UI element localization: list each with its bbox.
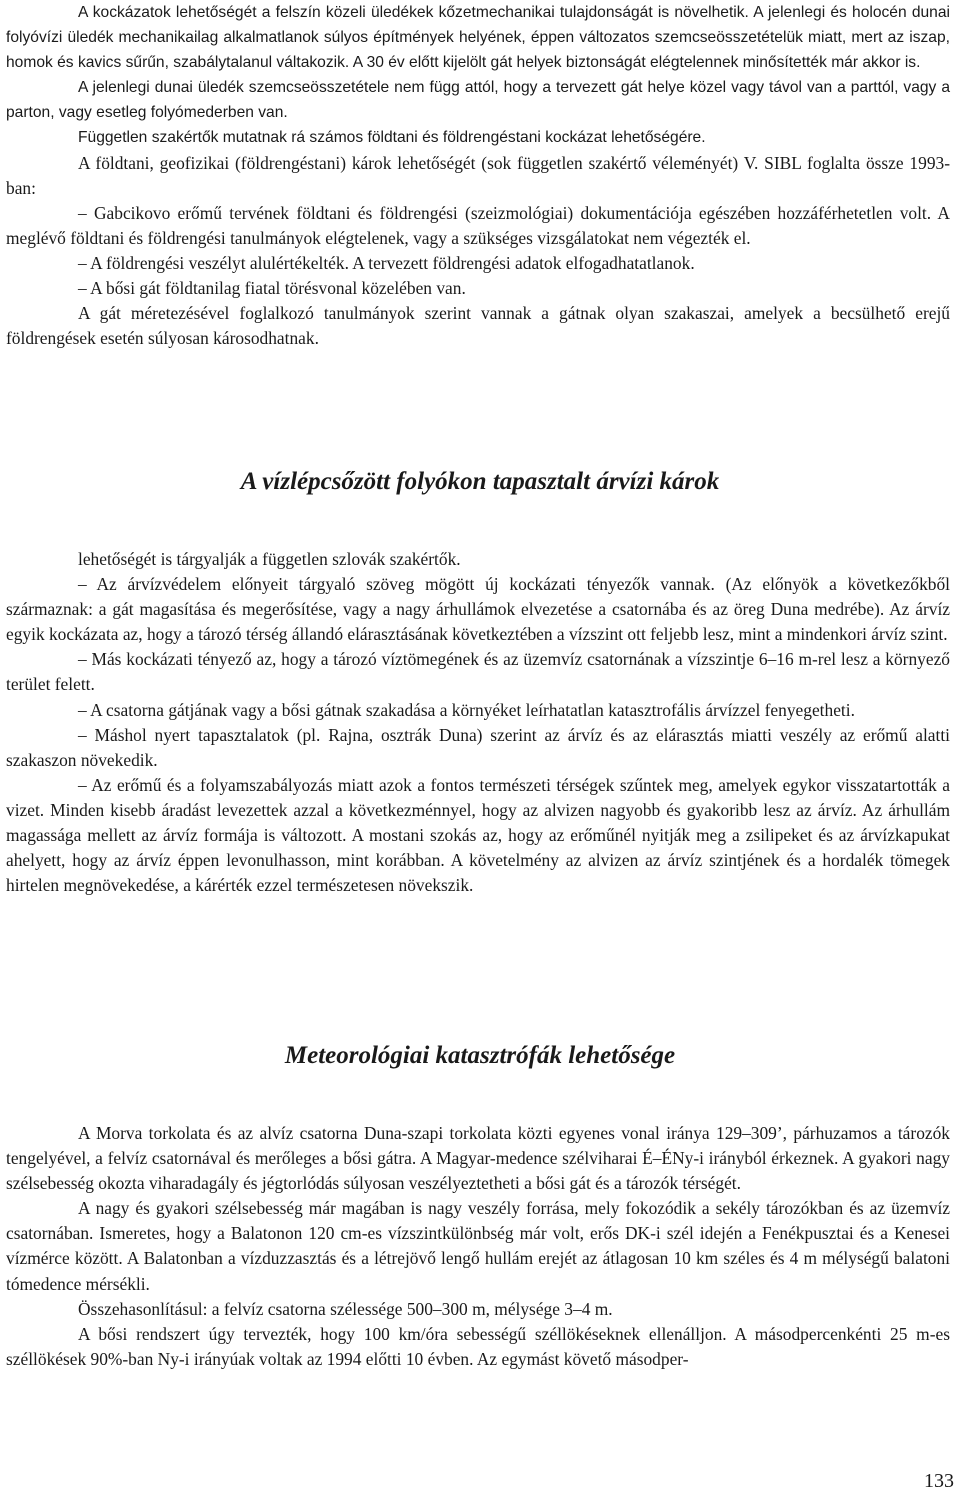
- list-item: – Máshol nyert tapasztalatok (pl. Rajna, osztrák Duna) szerint az árvíz és az elárasztás miatti veszély az erőmű alatti szakaszon növekedik.: [6, 724, 950, 770]
- list-item: – A csatorna gátjának vagy a bősi gátnak szakadása a környéket leírhatatlan katasztrofális árvízzel fenyegetheti.: [78, 699, 855, 720]
- list-item: – A bősi gát földtanilag fiatal törésvonal közelében van.: [78, 278, 466, 299]
- paragraph: A nagy és gyakori szélsebesség már magában is nagy veszély forrása, mely fokozódik a sekély tározókban és az üzemvíz csatornában. Ismeretes, hogy a Balatonon 120 cm-es vízszintkülönbség már volt, erős DK-i szél idején a Fenékpusztai és a Kenesei vízmérce között. A Balatonban a vízduzzasztás és a létrejövő lengő hullám erejét az átlagosan 10 km széles és 4 m mélységű balatoni tómedence mérsékli.: [6, 1198, 950, 1294]
- paragraph: A bősi rendszert úgy tervezték, hogy 100 km/óra sebességű széllökéseknek ellenálljon. A másodpercenkénti 25 m-es széllökések 90%-ban Ny-i irányúak voltak az 1994 előtti 10 évben. Az egymást követő másodper-: [6, 1323, 950, 1369]
- section-geology: [6, 0, 950, 351]
- section-heading-meteorology: Meteorológiai katasztrófák lehetősége: [284, 1042, 676, 1069]
- section-heading-flood: A vízlépcsőzött folyókon tapasztalt árvízi károk: [240, 468, 720, 495]
- paragraph: Független szakértők mutatnak rá számos földtani és földrengéstani kockázat lehetőségére.: [78, 129, 706, 147]
- paragraph: lehetőségét is tárgyalják a független szlovák szakértők.: [78, 549, 461, 569]
- paragraph: A kockázatok lehetőségét a felszín közeli üledékek kőzetmechanikai tulajdonságát is növelhetik. A jelenlegi és holocén dunai folyóvízi üledék mechanikailag alkalmatlanok súlyos építmények helyének, éppen változatos szemcseösszetételük miatt, mert az iszap, homok és kavics sűrűn, szabálytalanul váltakozik. A 30 év előtt kijelölt gát helyek biztonságát elégtelennek minősítették már akkor is.: [6, 4, 950, 72]
- list-item: – Az árvízvédelem előnyeit tárgyaló szöveg mögött új kockázati tényezők vannak. (Az előnyök a következőkből származnak: a gát magasítása és megerősítése, vagy a nagy árhullámok elvezetése a csatornába és az öreg Duna medrébe). Az árvíz egyik kockázata az, hogy a tározó térség állandó elárasztásának következtében a vízszint ott feljebb lesz, mint a mindenkori árvíz szint.: [6, 574, 950, 645]
- paragraph: A földtani, geofizikai (földrengéstani) károk lehetőségét (sok független szakértő véleményét) V. SIBL foglalta össze 1993-ban:: [6, 152, 950, 198]
- page-number: 133: [924, 1470, 954, 1492]
- section-meteorology: [6, 1121, 950, 1372]
- list-item: – Gabcikovo erőmű tervének földtani és földrengési (szeizmológiai) dokumentációja egészében hozzáférhetetlen volt. A meglévő földtani és földrengési tanulmányok elégtelenek, vagy a szükséges vizsgálatokat nem végezték el.: [6, 202, 950, 248]
- paragraph: Összehasonlításul: a felvíz csatorna szélessége 500–300 m, mélysége 3–4 m.: [78, 1298, 613, 1319]
- paragraph: A Morva torkolata és az alvíz csatorna Duna-szapi torkolata közti egyenes vonal iránya 129–309’, párhuzamos a tározók tengelyével, a felvíz csatornával és merőleges a bősi gátra. A Magyar-medence szélviharai É–ÉNy-i irányból érkeznek. A gyakori nagy szélsebesség okozta viharadagály és jégtorlódás súlyosan veszélyeztetheti a bősi gát és a tározók térségét.: [6, 1123, 950, 1194]
- paragraph: A jelenlegi dunai üledék szemcseösszetétele nem függ attól, hogy a tervezett gát helye közel vagy távol van a parttól, vagy a parton, vagy esetleg folyómederben van.: [6, 79, 950, 122]
- list-item: – Más kockázati tényező az, hogy a tározó víztömegének és az üzemvíz csatornának a vízszintje 6–16 m-rel lesz a környező terület felett.: [6, 649, 950, 695]
- paragraph: A gát méretezésével foglalkozó tanulmányok szerint vannak a gátnak olyan szakaszai, amelyek a becsülhető erejű földrengések esetén súlyosan károsodhatnak.: [6, 303, 950, 349]
- list-item: – Az erőmű és a folyamszabályozás miatt azok a fontos természeti térségek szűntek meg, amelyek egykor visszatartották a vizet. Minden kisebb áradást levezettek azzal a következménnyel, hogy az alvizen nagyobb és gyakoribb lesz az árvíz. Az árhullám magassága mellett az árvíz formája is változott. A mostani szokás az, hogy az erőműnél nyitják meg a zsilipeket és az árvízkapukat ahelyett, hogy az árvíz éppen levonulhasson, mint korábban. A követelmény az alvizen az árvíz szintjének és a hordalék tömegek hirtelen megnövekedése, a kárérték ezzel természetesen növekszik.: [6, 774, 950, 896]
- section-flood: [6, 547, 950, 898]
- list-item: – A földrengési veszélyt alulértékelték. A tervezett földrengési adatok elfogadhatatlanok.: [78, 252, 695, 273]
